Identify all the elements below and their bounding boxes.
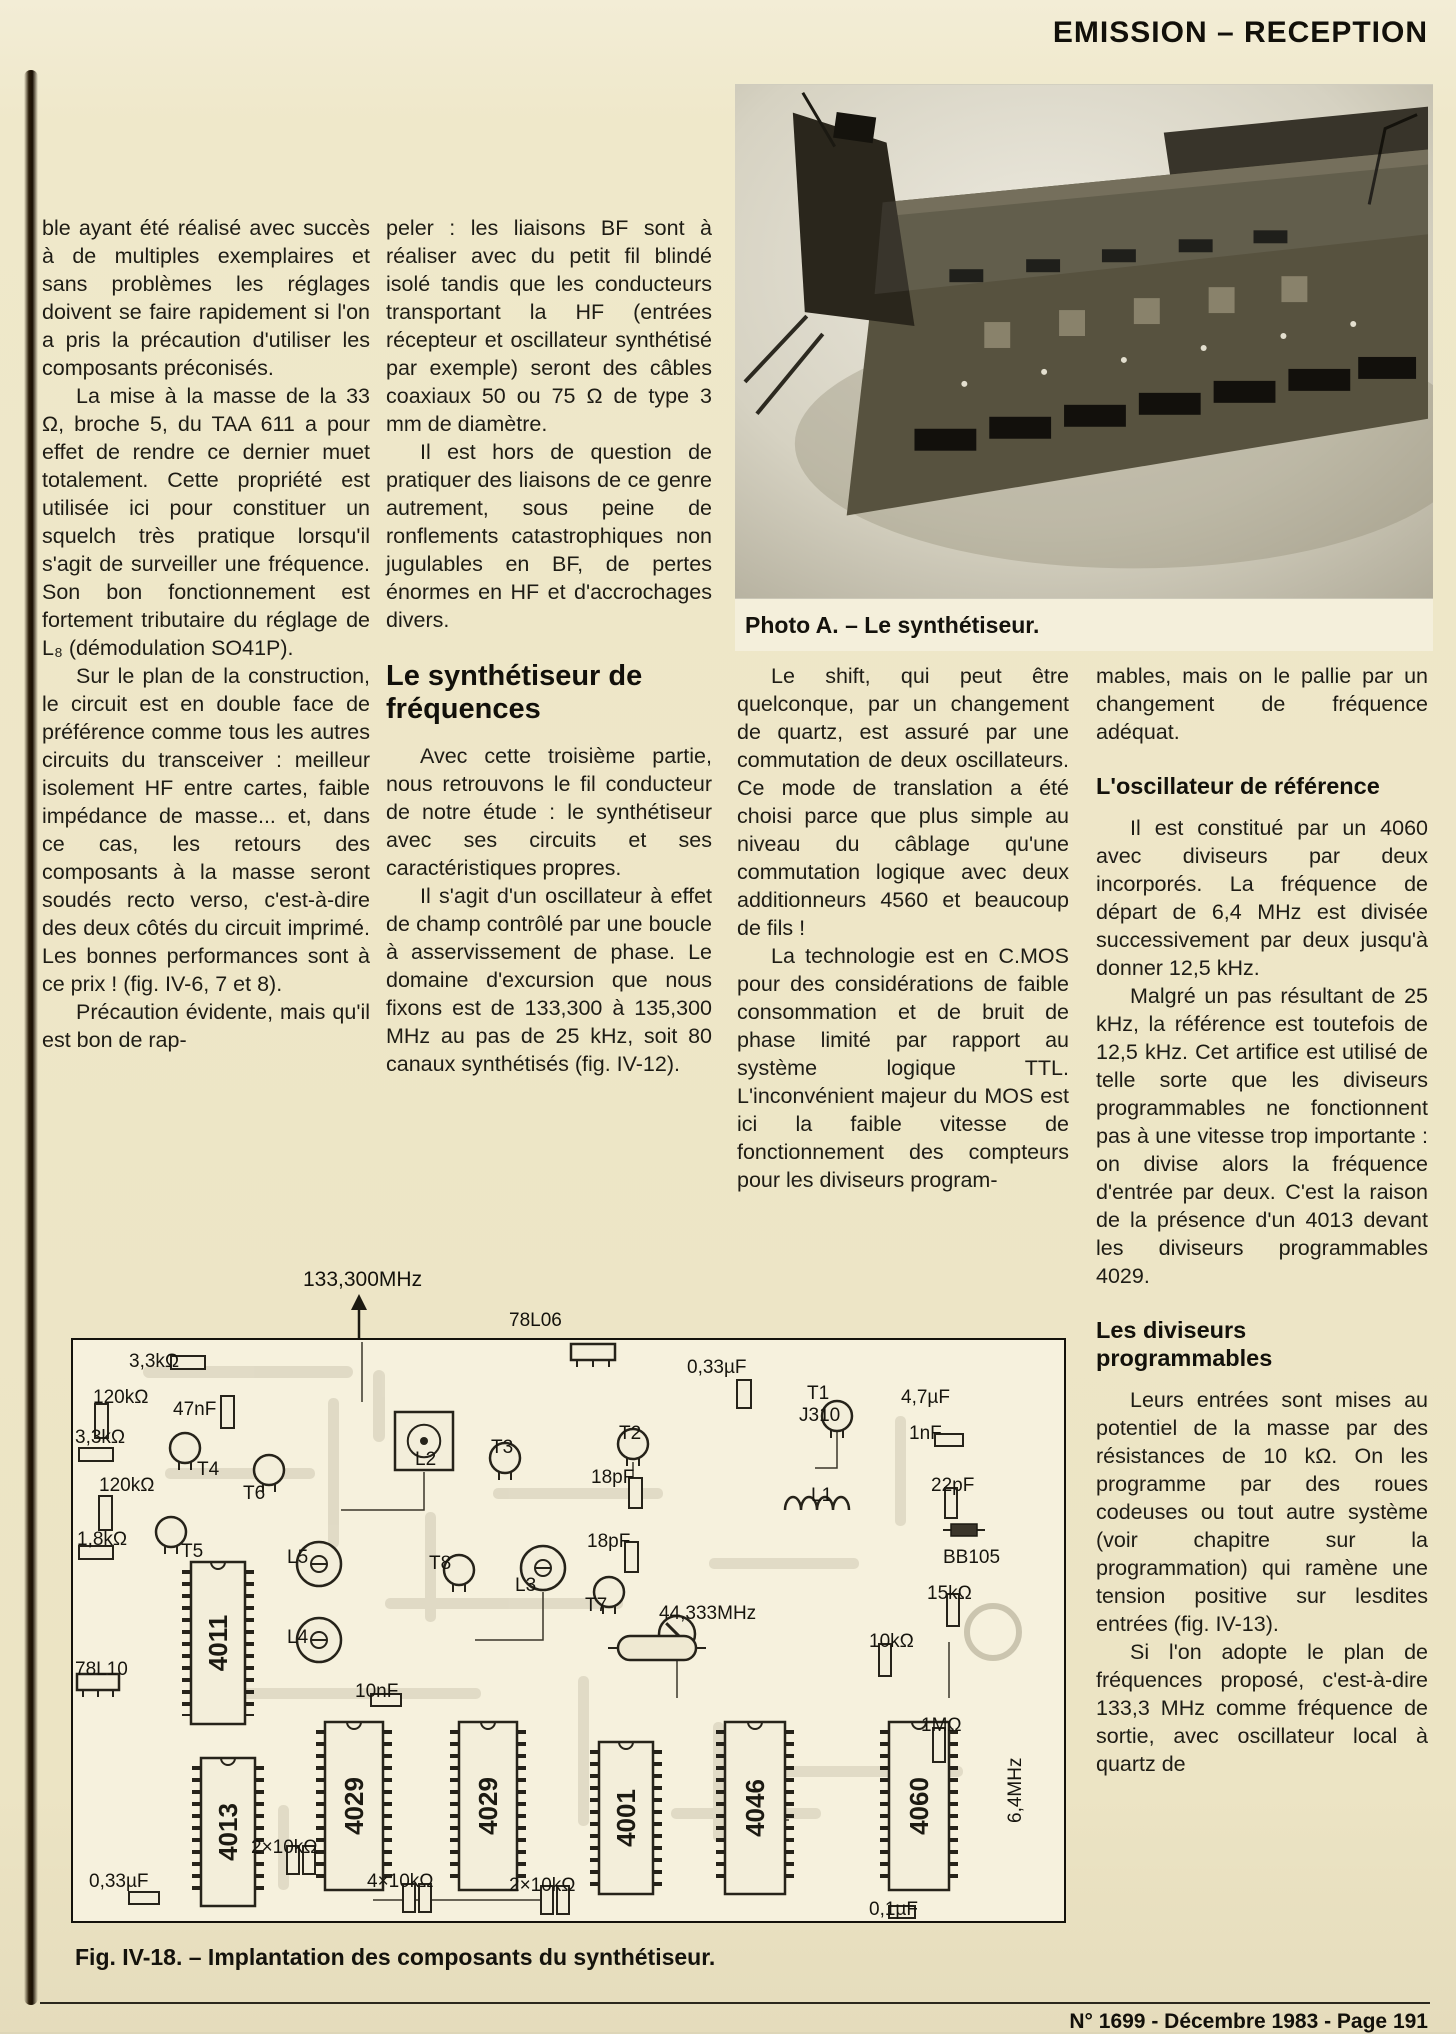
paragraph: La technologie est en C.MOS pour des considérations de faible consommation et de bruit de phase limité par rapport au système logique TTL. L'inconvénient majeur du MOS est ici la faible vitesse de fonctionnement des compteurs pour les diviseurs program- <box>737 944 1069 1192</box>
paragraph: peler : les liaisons BF sont à réaliser avec du petit fil blindé isolé tandis que les conducteurs transportant la HF (entrées récepteur et oscillateur synthétisé par exemple) seront des câbles coaxiaux 50 ou 75 Ω de type 3 mm de diamètre. <box>386 216 712 436</box>
figure-label: 22pF <box>931 1475 975 1496</box>
photo-caption: Photo A. – Le synthétiseur. <box>735 599 1433 651</box>
figure-frame <box>71 1338 1066 1923</box>
figure-label: T4 <box>197 1459 220 1480</box>
crystal <box>608 1636 706 1660</box>
ic-4001 <box>594 1742 658 1894</box>
trace-decoration <box>143 1366 963 1890</box>
svg-text:4029: 4029 <box>339 1777 369 1835</box>
paragraph: Avec cette troisième partie, nous retrouvons le fil conducteur de notre étude : le synthétiseur avec ses circuits et ses caractéristiques propres. <box>386 744 712 880</box>
figure-label: T2 <box>619 1423 642 1444</box>
figure-label: 0,1µF <box>869 1899 918 1920</box>
figure-label: T1 <box>807 1383 830 1404</box>
ic-4011 <box>186 1562 250 1724</box>
res_v <box>221 1396 234 1428</box>
ic-4029 <box>454 1722 522 1890</box>
figure-label: 0,33µF <box>89 1871 149 1892</box>
component-layout-diagram <box>73 1340 1064 1921</box>
figure-label: 4,7µF <box>901 1387 950 1408</box>
figure-iv18 <box>71 1268 1066 1980</box>
paragraph: Leurs entrées sont mises au potentiel de la masse par des résistances de 10 kΩ. On les programme par des roues codeuses ou tout autre système (voir chapitre sur la programmation) qui ramène une tension positive sur lesdites entrées (fig. IV-13). <box>1096 1388 1428 1636</box>
figure-label: 18pF <box>587 1531 631 1552</box>
figure-label: BB105 <box>943 1547 1001 1568</box>
figure-components <box>77 1344 985 1918</box>
section-heading: Les diviseurs programmables <box>1096 1317 1273 1371</box>
paragraph: Précaution évidente, mais qu'il est bon de rap- <box>42 1000 370 1052</box>
figure-frequency-label: 133,300MHz <box>303 1268 423 1291</box>
section-header: EMISSION – RECEPTION <box>1052 16 1428 49</box>
text-column-1 <box>42 214 370 1054</box>
figure-label: 1,8kΩ <box>77 1529 128 1550</box>
figure-caption: Fig. IV-18. – Implantation des composants du synthétiseur. <box>75 1944 716 1970</box>
svg-text:4013: 4013 <box>213 1803 243 1861</box>
paragraph: Il est hors de question de pratiquer des liaisons de ce genre autrement, sous peine de ronflements catastrophiques non jugulables en BF, de pertes énormes en HF et d'accrochages divers. <box>386 440 712 632</box>
ic-4046 <box>720 1722 790 1894</box>
svg-text:4060: 4060 <box>904 1777 934 1835</box>
text-column-2 <box>386 214 712 1078</box>
paragraph: Si l'on adopte le plan de fréquences proposé, c'est-à-dire 133,3 MHz comme fréquence de sortie, avec oscillateur local à quartz de <box>1096 1640 1428 1776</box>
diode <box>943 1524 985 1536</box>
figure-label: T8 <box>429 1553 452 1574</box>
stamp-mark <box>967 1606 1019 1658</box>
text-column-4 <box>1096 662 1428 1778</box>
svg-text:4029: 4029 <box>473 1777 503 1835</box>
figure-label: 1MΩ <box>921 1715 962 1736</box>
ic-4013 <box>196 1758 260 1906</box>
figure-label: L2 <box>415 1449 437 1470</box>
figure-label: L1 <box>811 1485 833 1506</box>
figure-label: 3,3kΩ <box>129 1351 180 1372</box>
board-component <box>833 112 876 143</box>
section-heading: Le synthétiseur de fréquences <box>386 660 643 725</box>
figure-label: 15kΩ <box>927 1583 972 1604</box>
figure-label: 78L10 <box>75 1659 128 1680</box>
paragraph: Il est constitué par un 4060 avec diviseurs par deux incorporés. La fréquence de départ de 6,4 MHz est divisée successivement par deux jusqu'à donner 12,5 kHz. <box>1096 816 1428 980</box>
figure-label: 47nF <box>173 1399 217 1420</box>
figure-label: 18pF <box>591 1467 635 1488</box>
cap <box>737 1380 751 1408</box>
figure-label: 0,33µF <box>687 1357 747 1378</box>
res_v <box>99 1496 112 1530</box>
paragraph: ble ayant été réalisé avec succès à de multiples exemplaires et sans problèmes les réglages doivent se faire rapidement si l'on a pris la précaution d'utiliser les composants préconisés. <box>42 216 370 380</box>
paragraph: Sur le plan de la construction, le circuit est en double face de préférence comme tous les autres circuits du transceiver : meilleur isolement HF entre cartes, faible impédance de masse... et, dans ce cas, les retours des composants à la masse seront soudés recto verso, c'est-à-dire des deux côtés du circuit imprimé. Les bonnes performances sont à ce prix ! (fig. IV-6, 7 et 8). <box>42 664 370 996</box>
figure-label: 3,3kΩ <box>75 1427 126 1448</box>
figure-label: T7 <box>585 1595 608 1616</box>
page-gutter-shadow <box>24 70 38 2005</box>
figure-label: 2×10kΩ <box>251 1837 318 1858</box>
figure-label: 44,333MHz <box>659 1603 757 1624</box>
up-arrow-icon <box>347 1292 371 1340</box>
figure-label: L4 <box>287 1627 309 1648</box>
figure-label: L5 <box>287 1547 309 1568</box>
reg <box>571 1344 615 1367</box>
footer-rule <box>40 2002 1430 2004</box>
figure-label: 6,4MHz <box>1005 1757 1026 1823</box>
figure-label: 4×10kΩ <box>367 1871 434 1892</box>
figure-label: 10kΩ <box>869 1631 914 1652</box>
figure-label: 120kΩ <box>99 1475 155 1496</box>
figure-label: 2×10kΩ <box>509 1875 576 1896</box>
svg-text:4011: 4011 <box>203 1614 233 1672</box>
figure-label: L3 <box>515 1575 537 1596</box>
figure-label: T3 <box>491 1437 514 1458</box>
text-column-3 <box>737 662 1069 1194</box>
section-heading: L'oscillateur de référence <box>1096 773 1380 799</box>
figure-label: T6 <box>243 1483 266 1504</box>
paragraph: Le shift, qui peut être quelconque, par un changement de quartz, est assuré par une commutation de deux oscillateurs. Ce mode de translation a été choisi parce que plus simple au niveau du câblage qu'une commutation logique avec deux additionneurs 4560 et beaucoup de fils ! <box>737 664 1069 940</box>
figure-label: T5 <box>181 1541 204 1562</box>
ic-4029 <box>320 1722 388 1890</box>
figure-label: 10nF <box>355 1681 399 1702</box>
paragraph: mables, mais on le pallie par un changement de fréquence adéquat. <box>1096 664 1428 744</box>
res_h <box>129 1892 159 1904</box>
synthesizer-photo <box>735 84 1433 599</box>
svg-text:4001: 4001 <box>611 1789 641 1847</box>
paragraph: Il s'agit d'un oscillateur à effet de champ contrôlé par une boucle à asservissement de phase. Le domaine d'excursion que nous fixons est de 133,300 à 135,300 MHz au pas de 25 kHz, soit 80 canaux synthétisés (fig. IV-12). <box>386 884 712 1076</box>
page-footer: N° 1699 - Décembre 1983 - Page 191 <box>1069 2010 1428 2033</box>
figure-label: 1nF <box>909 1423 942 1444</box>
res_h <box>79 1448 113 1461</box>
transistor <box>170 1433 200 1470</box>
figure-label: J310 <box>799 1405 841 1426</box>
figure-label: 120kΩ <box>93 1387 149 1408</box>
photo-block <box>735 84 1433 651</box>
paragraph: Malgré un pas résultant de 25 kHz, la référence est toutefois de 12,5 kHz. Cet artifice est utilisé de telle sorte que les diviseurs programmables ne fonctionnent pas à une vitesse trop importante : on divise alors la fréquence d'entrée par deux. C'est la raison de la présence d'un 4013 devant les diviseurs programmables 4029. <box>1096 984 1428 1288</box>
circuit-board-photo-illustration <box>735 84 1433 599</box>
svg-text:4046: 4046 <box>740 1779 770 1837</box>
figure-78l06-label: 78L06 <box>509 1310 562 1331</box>
paragraph: La mise à la masse de la 33 Ω, broche 5, du TAA 611 a pour effet de rendre ce dernier muet totalement. Cette propriété est utilisée ici pour constituer un squelch très pratique lorsqu'il s'agit de surveiller une fréquence. Son bon fonctionnement est fortement tributaire du réglage de L₈ (démodulation SO41P). <box>42 384 370 660</box>
